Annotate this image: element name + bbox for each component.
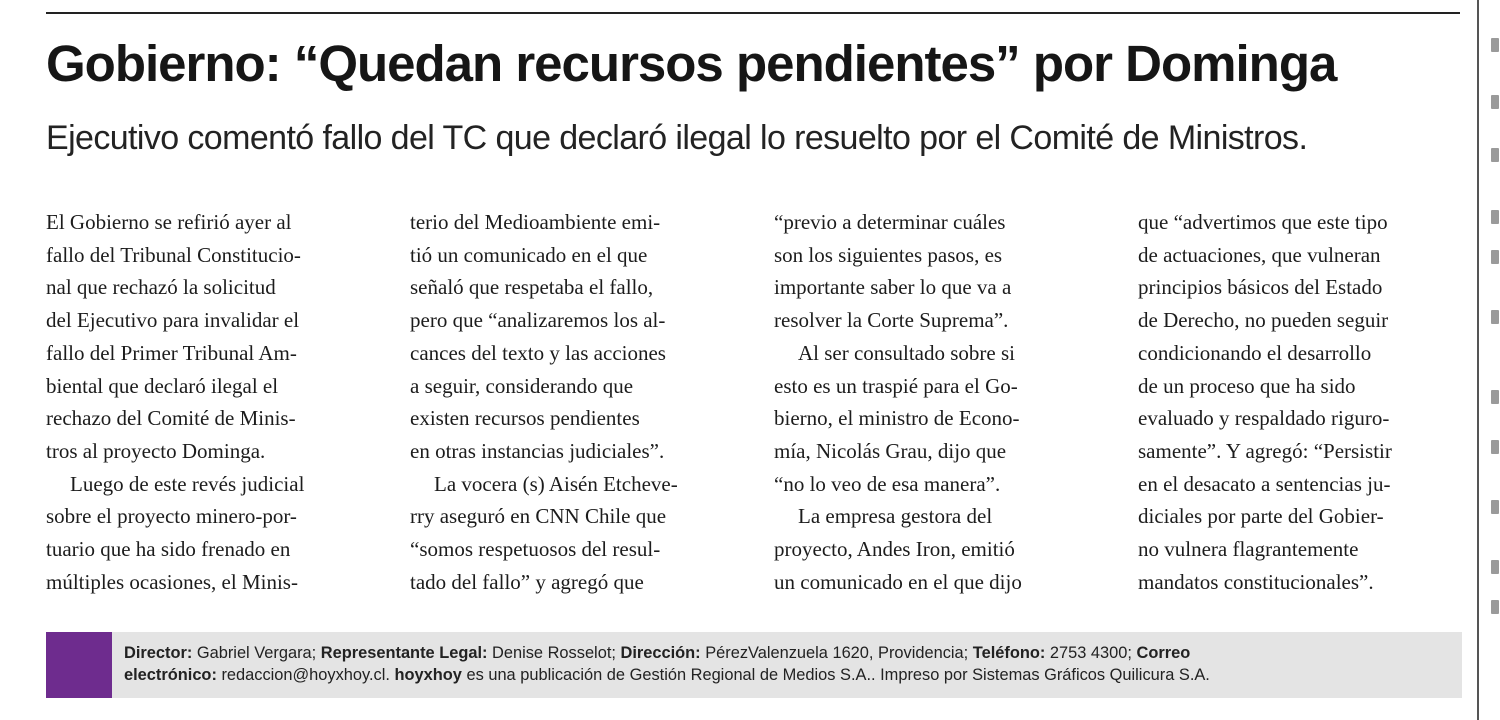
article-line: nal que rechazó la solicitud <box>46 275 276 300</box>
director-value: Gabriel Vergara; <box>192 644 321 662</box>
headline: Gobierno: “Quedan recursos pendientes” por Dominga <box>46 35 1337 92</box>
article-line: rechazo del Comité de Minis- <box>46 406 296 431</box>
legal-rep-value: Denise Rosselot; <box>487 644 621 662</box>
article-column-1 <box>46 206 376 598</box>
article-line: Al ser consultado sobre si <box>798 340 1015 365</box>
article-line: La empresa gestora del <box>798 504 993 529</box>
article-line: de Derecho, no pueden seguir <box>1138 308 1389 333</box>
article-line: La vocera (s) Aisén Etcheve- <box>434 471 678 496</box>
article-line: sobre el proyecto minero-por- <box>46 504 297 529</box>
article-line: tado del fallo” y agregó que <box>410 569 644 594</box>
article-line: evaluado y respaldado riguro- <box>1138 406 1390 431</box>
article-line: mía, Nicolás Grau, dijo que <box>774 438 1007 463</box>
article-line: de actuaciones, que vulneran <box>1138 242 1381 267</box>
article-column-3 <box>774 206 1104 598</box>
article-line: condicionando el desarrollo <box>1138 340 1372 365</box>
phone-label: Teléfono: <box>972 644 1046 662</box>
article-line: tuario que ha sido frenado en <box>46 537 291 562</box>
article-line: El Gobierno se refirió ayer al <box>46 210 292 234</box>
address-label: Dirección: <box>620 644 701 662</box>
article-line: tió un comunicado en el que <box>410 242 648 267</box>
article-line: biental que declaró ilegal el <box>46 373 279 398</box>
article-line: fallo del Tribunal Constitucio- <box>46 242 301 267</box>
email-value: redaccion@hoyxhoy.cl. <box>216 666 395 684</box>
email-label: Correo <box>1136 644 1191 662</box>
address-value: PérezValenzuela 1620, Providencia; <box>700 644 973 662</box>
footer-accent-bar <box>46 632 112 698</box>
article-line: en el desacato a sentencias ju- <box>1138 471 1391 496</box>
article-line: tros al proyecto Dominga. <box>46 438 266 463</box>
legal-rep-label: Representante Legal: <box>320 644 488 662</box>
article-line: no vulnera flagrantemente <box>1138 537 1359 562</box>
article-line: “no lo veo de esa manera”. <box>774 471 1001 496</box>
article-line: en otras instancias judiciales”. <box>410 438 665 463</box>
article-line: señaló que respetaba el fallo, <box>410 275 654 300</box>
article-line: importante saber lo que va a <box>774 275 1012 300</box>
masthead-footer <box>46 632 1462 698</box>
email-label-continued: electrónico: <box>124 666 217 684</box>
article-line: pero que “analizaremos los al- <box>410 308 666 333</box>
article-line: proyecto, Andes Iron, emitió <box>774 537 1015 562</box>
top-rule <box>46 12 1460 14</box>
article-line: del Ejecutivo para invalidar el <box>46 308 300 333</box>
brand-name: hoyxhoy <box>394 666 462 684</box>
article-line: existen recursos pendientes <box>410 406 640 431</box>
article-line: terio del Medioambiente emi- <box>410 210 661 234</box>
director-label: Director: <box>124 644 193 662</box>
article-line: cances del texto y las acciones <box>410 340 666 365</box>
article-line: bierno, el ministro de Econo- <box>774 406 1020 431</box>
article-line: resolver la Corte Suprema”. <box>774 308 1009 333</box>
footer-text <box>124 642 1454 686</box>
article-line: mandatos constitucionales”. <box>1138 569 1374 594</box>
article-column-2 <box>410 206 740 598</box>
article-line: Luego de este revés judicial <box>70 471 305 496</box>
article-line: múltiples ocasiones, el Minis- <box>46 569 298 594</box>
article-line: fallo del Primer Tribunal Am- <box>46 340 297 365</box>
article-line: un comunicado en el que dijo <box>774 569 1022 594</box>
article-line: diciales por parte del Gobier- <box>1138 504 1384 529</box>
phone-value: 2753 4300; <box>1045 644 1137 662</box>
article-line: “previo a determinar cuáles <box>774 210 1006 234</box>
article-line: rry aseguró en CNN Chile que <box>410 504 667 529</box>
article-line: samente”. Y agregó: “Persistir <box>1138 438 1392 463</box>
article-column-4 <box>1138 206 1468 598</box>
footer-line-2 <box>124 664 1454 686</box>
footer-line-1 <box>124 642 1454 664</box>
article-line: esto es un traspié para el Go- <box>774 373 1018 398</box>
article-line: “somos respetuosos del resul- <box>410 537 661 562</box>
article-line: que “advertimos que este tipo <box>1138 210 1388 234</box>
publisher-text: es una publicación de Gestión Regional de Medios S.A.. Impreso por Sistemas Gráficos Quilicura S.A. <box>461 666 1210 684</box>
adjacent-page-edge <box>1488 0 1500 720</box>
article-line: son los siguientes pasos, es <box>774 242 1003 267</box>
subheadline: Ejecutivo comentó fallo del TC que declaró ilegal lo resuelto por el Comité de Ministros. <box>46 119 1308 157</box>
article-line: a seguir, considerando que <box>410 373 634 398</box>
right-column-rule <box>1477 0 1479 720</box>
article-line: de un proceso que ha sido <box>1138 373 1356 398</box>
article-line: principios básicos del Estado <box>1138 275 1383 300</box>
